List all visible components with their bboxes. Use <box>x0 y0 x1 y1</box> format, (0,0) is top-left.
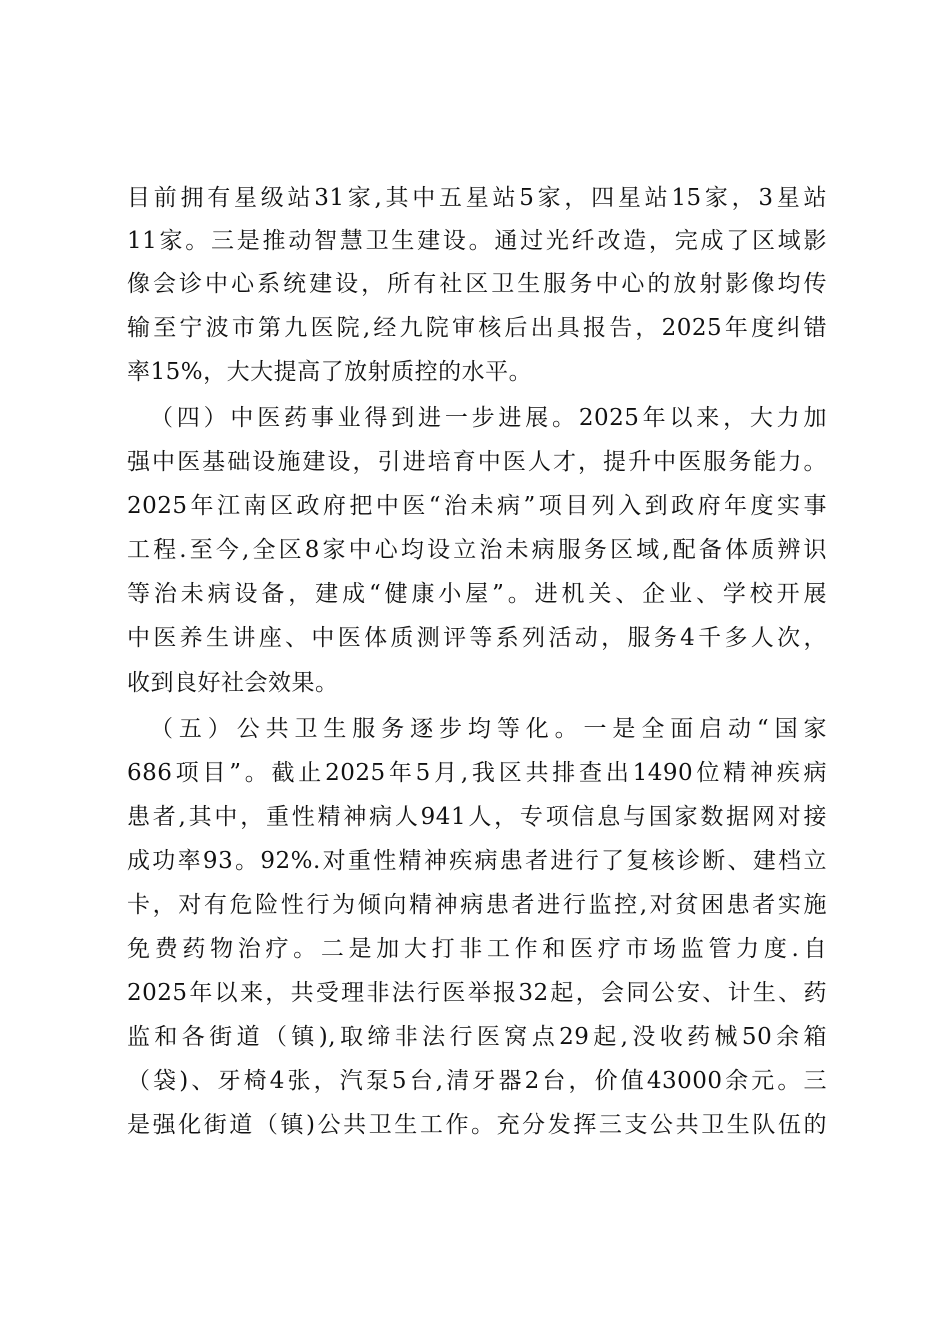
text-line: 卡，对有危险性行为倾向精神病患者进行监控,对贫困患者实施 <box>127 892 827 918</box>
text-line: 686项目”。截止2025年5月,我区共排查出1490位精神疾病 <box>127 760 827 786</box>
text-line: 中医养生讲座、中医体质测评等系列活动，服务4千多人次， <box>127 625 827 651</box>
text-line: 强中医基础设施建设，引进培育中医人才，提升中医服务能力。 <box>127 449 827 475</box>
text-line: （袋)、牙椅4张，汽泵5台,清牙器2台，价值43000余元。三 <box>127 1068 827 1094</box>
text-line: 监和各街道（镇),取缔非法行医窝点29起,没收药械50余箱 <box>127 1024 827 1050</box>
text-line: 2025年江南区政府把中医“治未病”项目列入到政府年度实事 <box>127 493 827 519</box>
text-line: 成功率93。92%.对重性精神疾病患者进行了复核诊断、建档立 <box>127 848 827 874</box>
text-line: 率15%，大大提高了放射质控的水平。 <box>127 359 533 385</box>
text-line: 输至宁波市第九医院,经九院审核后出具报告，2025年度纠错 <box>127 315 827 341</box>
section-heading-line: （五）公共卫生服务逐步均等化。一是全面启动“国家 <box>150 716 827 742</box>
text-line: 免费药物治疗。二是加大打非工作和医疗市场监管力度.自 <box>127 936 827 962</box>
text-line: 是强化街道（镇)公共卫生工作。充分发挥三支公共卫生队伍的 <box>127 1112 827 1138</box>
text-line: 患者,其中，重性精神病人941人，专项信息与国家数据网对接 <box>127 804 827 830</box>
section-heading-line: （四）中医药事业得到进一步进展。2025年以来，大力加 <box>150 405 827 431</box>
text-line: 2025年以来，共受理非法行医举报32起，会同公安、计生、药 <box>127 980 827 1006</box>
text-line: 像会诊中心系统建设，所有社区卫生服务中心的放射影像均传 <box>127 271 827 297</box>
text-line: 目前拥有星级站31家,其中五星站5家，四星站15家，3星站 <box>127 185 827 211</box>
text-line: 收到良好社会效果。 <box>127 670 339 696</box>
text-line: 工程.至今,全区8家中心均设立治未病服务区域,配备体质辨识 <box>127 537 827 563</box>
text-line: 等治未病设备，建成“健康小屋”。进机关、企业、学校开展 <box>127 581 827 607</box>
text-line: 11家。三是推动智慧卫生建设。通过光纤改造，完成了区域影 <box>127 228 827 254</box>
